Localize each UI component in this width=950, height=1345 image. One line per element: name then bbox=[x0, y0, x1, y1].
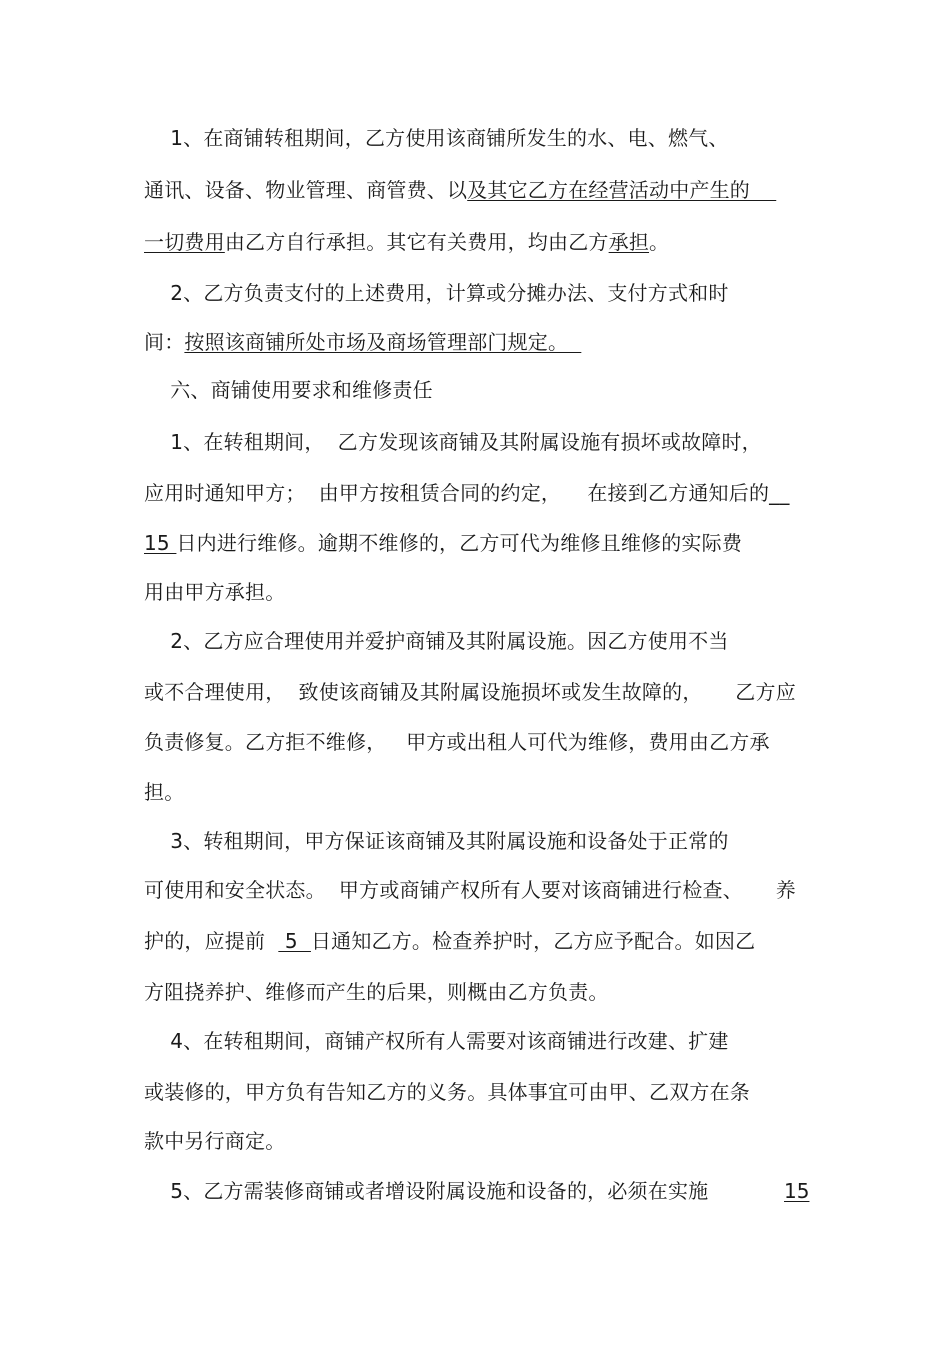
underlined-blank: 5 bbox=[278, 929, 311, 953]
text-line: 3、转租期间，甲方保证该商铺及其附属设施和设备处于正常的 bbox=[144, 829, 729, 853]
text-line: 或装修的，甲方负有告知乙方的义务。具体事宜可由甲、乙双方在条 bbox=[144, 1080, 750, 1104]
underlined-number: 15 bbox=[784, 1179, 810, 1203]
underlined-blank: 及其它乙方在经营活动中产生的 bbox=[467, 178, 777, 202]
text-line: 用由甲方承担。 bbox=[144, 580, 286, 604]
text-line: 或不合理使用， 致使该商铺及其附属设施损坏或发生故障的， 乙方应 bbox=[144, 680, 796, 704]
text-line: 1、在商铺转租期间，乙方使用该商铺所发生的水、电、燃气、 bbox=[144, 126, 729, 150]
text-line: 应用时通知甲方； 由甲方按租赁合同的约定， 在接到乙方通知后的__ bbox=[144, 481, 790, 505]
text-line: 担。 bbox=[144, 780, 185, 804]
text-line: 护的，应提前 5 日通知乙方。检查养护时，乙方应予配合。如因乙 bbox=[144, 929, 756, 953]
text-line: 可使用和安全状态。 甲方或商铺产权所有人要对该商铺进行检查、 养 bbox=[144, 878, 796, 902]
text-line: 负责修复。乙方拒不维修， 甲方或出租人可代为维修，费用由乙方承 bbox=[144, 730, 770, 754]
text-line: 2、乙方负责支付的上述费用，计算或分摊办法、支付方式和时 bbox=[144, 281, 729, 305]
underlined-blank: 按照该商铺所处市场及商场管理部门规定。 bbox=[184, 330, 582, 354]
text-line: 2、乙方应合理使用并爱护商铺及其附属设施。因乙方使用不当 bbox=[144, 629, 729, 653]
text-line: 5、乙方需装修商铺或者增设附属设施和设备的，必须在实施 bbox=[144, 1179, 709, 1203]
text-line: 1、在转租期间， 乙方发现该商铺及其附属设施有损坏或故障时， bbox=[144, 430, 762, 454]
text-line: 一切费用由乙方自行承担。其它有关费用，均由乙方承担。 bbox=[144, 230, 670, 254]
text-line: 间：按照该商铺所处市场及商场管理部门规定。 bbox=[144, 330, 582, 354]
section-heading: 六、商铺使用要求和维修责任 bbox=[144, 378, 433, 402]
underlined-blank: 一切费用 bbox=[144, 230, 225, 254]
underlined-blank: 承担 bbox=[608, 230, 650, 254]
text-line: 4、在转租期间，商铺产权所有人需要对该商铺进行改建、扩建 bbox=[144, 1029, 729, 1053]
text-line: 15 日内进行维修。逾期不维修的，乙方可代为维修且维修的实际费 bbox=[144, 531, 743, 555]
text-line: 方阻挠养护、维修而产生的后果，则概由乙方负责。 bbox=[144, 980, 609, 1004]
text-line: 款中另行商定。 bbox=[144, 1129, 286, 1153]
underlined-blank: 15 bbox=[144, 531, 177, 555]
text-line: 通讯、设备、物业管理、商管费、以及其它乙方在经营活动中产生的 bbox=[144, 178, 777, 202]
